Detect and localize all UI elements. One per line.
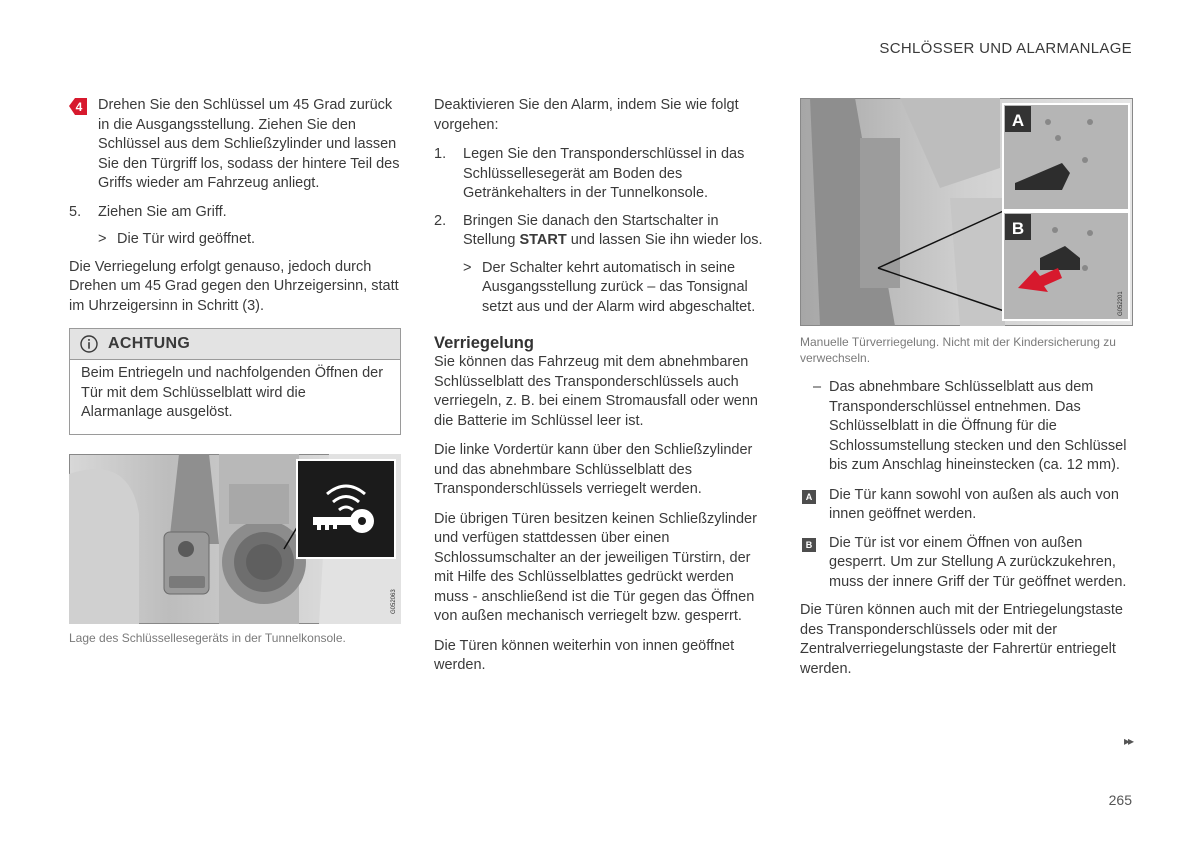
position-a-badge: A (802, 490, 816, 504)
warning-info-icon (80, 335, 98, 353)
alarm-step-1-text: Legen Sie den Transponderschlüssel in das Schlüssellesegerät am Boden des Getränkehalters in der Tunnelkonsole. (463, 146, 745, 201)
alarm-step-2-result-text: Der Schalter kehrt automatisch in seine Ausgangsstellung zurück – das Tonsignal setzt aus und der Alarm wird abgeschaltet. (482, 259, 756, 315)
step-5-text: Ziehen Sie am Griff. (98, 203, 227, 220)
warning-text: Beim Entriegeln und nachfolgenden Öffnen der Tür mit dem Schlüsselblatt wird die Alarmanlage ausgelöst. (81, 365, 384, 420)
section-heading-verriegelung: Verriegelung (434, 334, 534, 352)
alarm-step-2 (434, 212, 768, 251)
figure-code: G052063 (391, 588, 397, 614)
section-header: SCHLÖSSER UND ALARMANLAGE (879, 40, 1132, 57)
alarm-step-2-number: 2. (434, 212, 447, 229)
page-number: 265 (1108, 792, 1132, 808)
figure-tunnel-console (69, 454, 401, 624)
position-a-item (800, 486, 1133, 525)
door-lock-image (800, 98, 1133, 326)
locking-note: Die Verriegelung erfolgt genauso, jedoch durch Drehen um 45 Grad gegen den Uhrzeigersinn, statt im Uhrzeigersinn in Schritt (3). (69, 258, 399, 314)
step-4 (69, 96, 401, 194)
unlock-note: Die Türen können auch mit der Entriegelungstaste des Transponderschlüssels oder mit der Zentralverriegelungstaste der Fahrertür entriegelt werden. (800, 602, 1123, 677)
label-a: A (1011, 111, 1025, 130)
locking-para-3: Die übrigen Türen besitzen keinen Schließzylinder und verfügen stattdessen über einen Schlossumschalter an der jeweiligen Türstirn, der mit Hilfe des Schlüsselblattes gedrückt werden muss - anschließend ist die Tür gegen das Öffnen von außen mechanisch verriegelt bzw. gesperrt. (434, 510, 757, 624)
step-5 (69, 203, 401, 223)
step-4-number: 4 (75, 100, 83, 114)
alarm-intro: Deaktivieren Sie den Alarm, indem Sie wie folgt vorgehen: (434, 97, 739, 133)
warning-title: ACHTUNG (108, 335, 191, 353)
figure-caption: Manuelle Türverriegelung. Nicht mit der Kindersicherung zu verwechseln. (800, 335, 1116, 365)
result-marker: > (98, 231, 107, 247)
column-left (69, 96, 401, 646)
warning-header (70, 329, 400, 360)
continue-arrows-icon: ▸▸ (1123, 734, 1132, 748)
dash-text: Das abnehmbare Schlüsselblatt aus dem Transponderschlüssel entnehmen. Das Schlüsselblatt in die Öffnung für die Schlossumstellung stecken und den Schlüssel bis zum Anschlag hineinstecken (ca. 12 mm). (829, 379, 1127, 473)
step-5-number: 5. (69, 203, 82, 220)
dash-marker: – (813, 379, 822, 395)
locking-para-4: Die Türen können weiterhin von innen geöffnet werden. (434, 637, 735, 673)
alarm-step-2-pre: Bringen Sie danach den Startschalter in Stellung (463, 212, 719, 248)
position-b-badge: B (802, 538, 816, 552)
column-middle (434, 96, 768, 686)
dash-item (800, 378, 1133, 476)
label-b: B (1011, 219, 1025, 238)
position-b-text: Die Tür ist vor einem Öffnen von außen gesperrt. Um zur Stellung A zurückzukehren, muss der innere Griff der Tür geöffnet werden. (829, 534, 1127, 590)
position-a-text: Die Tür kann sowohl von außen als auch von innen geöffnet werden. (829, 486, 1119, 522)
locking-para-2: Die linke Vordertür kann über den Schließzylinder und das abnehmbare Schlüsselblatt des Transponderschlüssels verriegelt werden. (434, 442, 753, 497)
alarm-step-1 (434, 145, 768, 204)
step-4-text: Drehen Sie den Schlüssel um 45 Grad zurück in die Ausgangsstellung. Ziehen Sie den Schlüssel aus dem Schließzylinder und lassen Sie den Türgriff los, sodass der hintere Teil des Griffs wieder am Fahrzeug anliegt. (98, 97, 400, 191)
result-marker: > (463, 259, 472, 276)
step-5-result-text: Die Tür wird geöffnet. (117, 231, 256, 247)
step-badge-icon (69, 98, 87, 115)
step-5-result (69, 230, 401, 250)
alarm-step-2-post: und lassen Sie ihn wieder los. (566, 232, 763, 248)
alarm-step-2-result (434, 259, 768, 318)
figure-caption: Lage des Schlüssellesegeräts in der Tunnelkonsole. (69, 630, 346, 645)
tunnel-console-image (69, 454, 401, 624)
alarm-step-2-bold: START (519, 232, 567, 248)
locking-para-1: Sie können das Fahrzeug mit dem abnehmbaren Schlüsselblatt des Transponderschlüssels auch verriegeln, z. B. bei einem Stromausfall oder wenn die Batterie im Schlüssel leer ist. (434, 354, 758, 429)
column-right (800, 96, 1133, 689)
position-b-item (800, 534, 1133, 593)
figure-code: G052201 (1118, 291, 1124, 316)
alarm-step-1-number: 1. (434, 146, 447, 162)
warning-box (69, 328, 401, 435)
figure-door-lock (800, 98, 1133, 326)
